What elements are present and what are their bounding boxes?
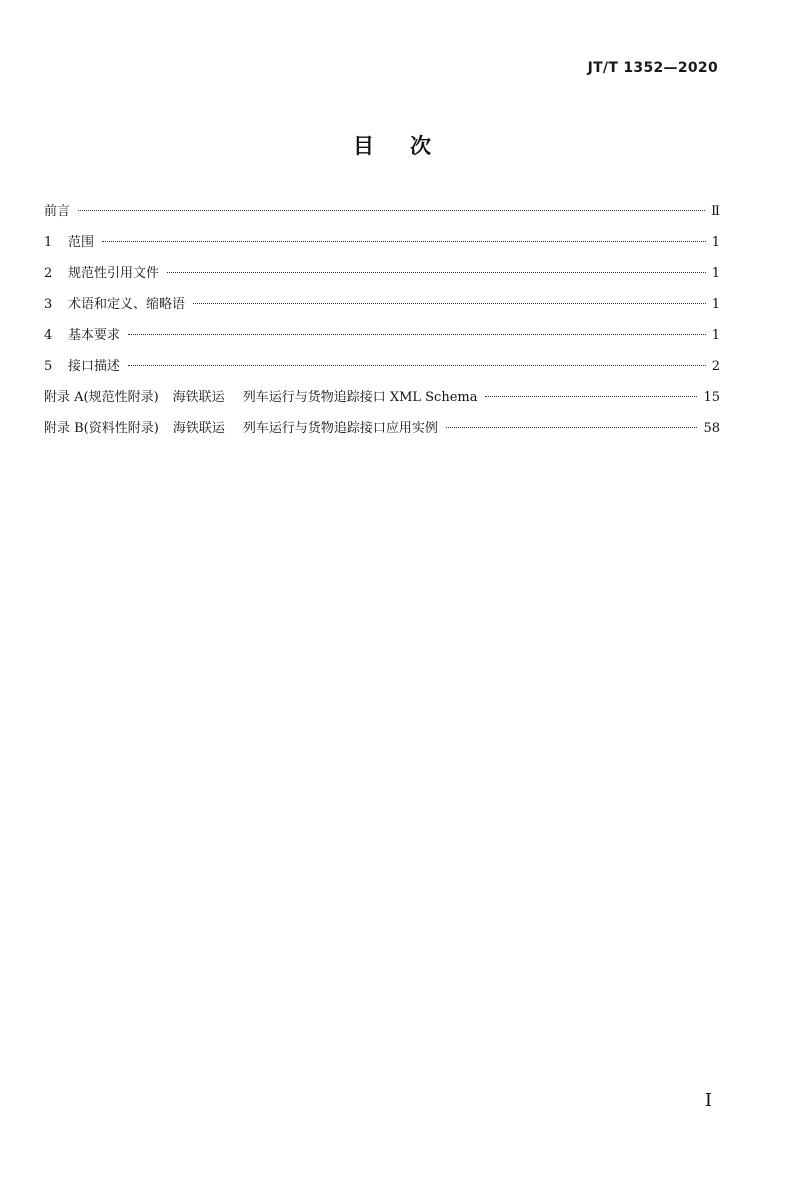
toc-entry-label: 术语和定义、缩略语 [68, 297, 186, 312]
toc-entry-5[interactable] [44, 355, 720, 386]
annex-prefix: 附录 A(规范性附录) [44, 390, 159, 405]
annex-prefix: 附录 B(资料性附录) [44, 421, 159, 436]
toc-leader [128, 334, 706, 335]
toc-entry-preface[interactable] [44, 200, 720, 231]
toc-leader [102, 241, 706, 242]
toc-entry-page: 2 [711, 359, 720, 374]
toc-leader [128, 365, 706, 366]
toc-leader [485, 396, 697, 397]
toc-entry-label: 前言 [44, 204, 71, 219]
toc-entry-page: 1 [711, 235, 720, 250]
toc-entry-annex-b[interactable] [44, 417, 720, 448]
toc-entry-3[interactable] [44, 293, 720, 324]
toc-entry-number: 4 [44, 328, 53, 343]
document-code: JT/T 1352—2020 [587, 60, 718, 76]
annex-title-part1: 海铁联运 [172, 421, 225, 436]
toc-leader [446, 427, 698, 428]
toc-entry-annex-a[interactable] [44, 386, 720, 417]
annex-title-part2: 列车运行与货物追踪接口 XML Schema [242, 390, 478, 405]
toc-leader [167, 272, 706, 273]
toc-entry-1[interactable] [44, 231, 720, 262]
annex-title-part1: 海铁联运 [172, 390, 225, 405]
page-title: 目次 [353, 134, 467, 158]
toc-entry-page: 1 [711, 266, 720, 281]
toc-leader [78, 210, 705, 211]
toc-entry-page: 15 [703, 390, 720, 405]
toc-entry-label: 规范性引用文件 [68, 266, 160, 281]
toc-entry-page: 1 [711, 297, 720, 312]
toc-entry-4[interactable] [44, 324, 720, 355]
toc-entry-2[interactable] [44, 262, 720, 293]
toc-entry-number: 2 [44, 266, 53, 281]
annex-title-part2: 列车运行与货物追踪接口应用实例 [242, 421, 438, 436]
toc-entry-label: 接口描述 [68, 359, 121, 374]
toc-entry-page: Ⅱ [711, 204, 720, 219]
toc-entry-label: 范围 [68, 235, 95, 250]
page-number: I [704, 1090, 712, 1111]
toc-entry-page: 1 [711, 328, 720, 343]
toc-entry-number: 1 [44, 235, 53, 250]
table-of-contents [44, 200, 720, 448]
toc-entry-page: 58 [703, 421, 720, 436]
toc-entry-label: 基本要求 [68, 328, 121, 343]
toc-leader [193, 303, 706, 304]
toc-entry-number: 3 [44, 297, 53, 312]
toc-entry-number: 5 [44, 359, 53, 374]
